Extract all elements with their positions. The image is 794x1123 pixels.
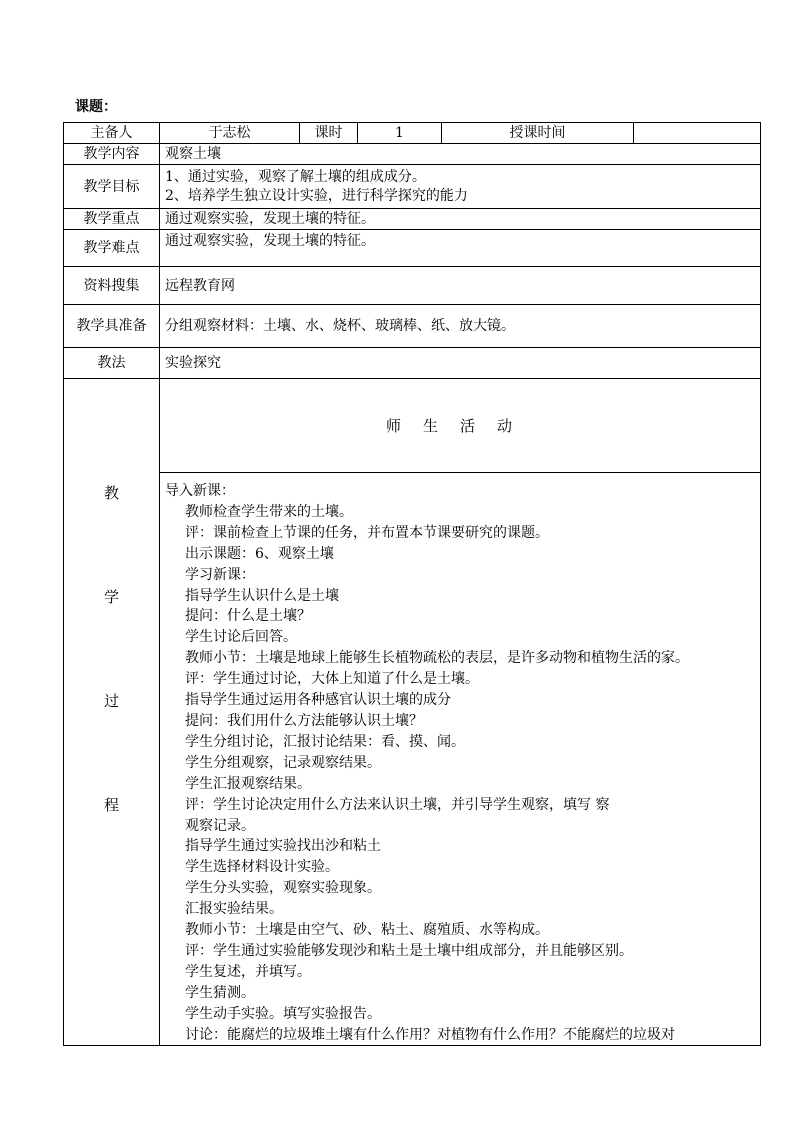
method-value: 实验探究	[160, 348, 761, 379]
process-line: 指导学生认识什么是土壤	[185, 587, 339, 604]
content-value: 观察土壤	[160, 144, 761, 165]
difficulty-label: 教学难点	[64, 230, 160, 267]
process-line: 学生汇报观察结果。	[185, 775, 311, 792]
process-line: 观察记录。	[185, 817, 255, 834]
process-line: 出示课题：6、观察土壤	[185, 545, 334, 562]
goals-label: 教学目标	[64, 165, 160, 209]
process-line: 学生选择材料设计实验。	[185, 859, 339, 876]
process-line: 学生分组观察，记录观察结果。	[185, 754, 381, 771]
periods-label: 课时	[300, 123, 358, 144]
process-line: 评：课前检查上节课的任务，并布置本节课要研究的课题。	[185, 524, 549, 541]
preparer-name: 于志松	[160, 123, 300, 144]
process-line: 学生猜测。	[185, 984, 255, 1001]
method-row	[64, 348, 761, 379]
key-label: 教学重点	[64, 209, 160, 230]
goal-item-2: 2、培养学生独立设计实验，进行科学探究的能力	[165, 187, 468, 204]
process-line: 评：学生通过实验能够发现沙和粘土是土壤中组成部分，并且能够区别。	[185, 942, 633, 959]
process-line: 学生复述，并填写。	[185, 963, 311, 980]
key-value: 通过观察实验，发现土壤的特征。	[160, 209, 761, 230]
process-line: 教师小节：土壤是地球上能够生长植物疏松的表层，是许多动物和植物生活的家。	[185, 650, 689, 667]
page-title: 课题：	[75, 99, 117, 115]
process-char-4: 程	[103, 796, 119, 814]
process-line: 导入新课：	[165, 483, 235, 499]
process-content	[160, 473, 761, 1046]
resources-label: 资料搜集	[64, 267, 160, 305]
process-line: 讨论：能腐烂的垃圾堆土壤有什么作用？对植物有什么作用？不能腐烂的垃圾对	[185, 1026, 675, 1043]
process-line: 学生动手实验。填写实验报告。	[185, 1005, 381, 1022]
content-row	[64, 144, 761, 165]
process-char-1: 教	[103, 484, 119, 502]
periods-value: 1	[358, 123, 442, 144]
difficulty-value: 通过观察实验，发现土壤的特征。	[160, 230, 761, 267]
process-line: 指导学生通过运用各种感官认识土壤的成分	[185, 692, 451, 709]
tools-row	[64, 305, 761, 348]
process-side-label	[64, 379, 160, 1046]
process-line: 教师检查学生带来的土壤。	[185, 503, 353, 520]
process-line: 教师小节：土壤是由空气、砂、粘土、腐殖质、水等构成。	[185, 922, 549, 939]
process-line: 汇报实验结果。	[185, 901, 283, 918]
process-line: 指导学生通过实验找出沙和粘土	[185, 838, 381, 855]
lesson-plan-table	[63, 122, 761, 1046]
process-line: 评：学生讨论决定用什么方法来认识土壤，并引导学生观察，填写 察	[185, 796, 610, 813]
goals-value	[160, 165, 761, 209]
tools-value: 分组观察材料：土壤、水、烧杯、玻璃棒、纸、放大镜。	[160, 305, 761, 348]
resources-row	[64, 267, 761, 305]
content-label: 教学内容	[64, 144, 160, 165]
process-char-2: 学	[103, 588, 119, 606]
process-line: 提问：什么是土壤？	[185, 608, 311, 625]
preparer-label: 主备人	[64, 123, 160, 144]
header-row	[64, 123, 761, 144]
resources-value: 远程教育网	[160, 267, 761, 305]
process-line: 学习新课：	[185, 566, 255, 583]
activity-header-row	[64, 379, 761, 473]
goals-row	[64, 165, 761, 209]
date-value	[634, 123, 761, 144]
goal-item-1: 1、通过实验，观察了解土壤的组成成分。	[165, 168, 426, 185]
difficulty-row	[64, 230, 761, 267]
process-line: 提问：我们用什么方法能够认识土壤？	[185, 712, 423, 729]
process-line: 学生分组讨论，汇报讨论结果：看、摸、闻。	[185, 733, 465, 750]
process-line: 评：学生通过讨论，大体上知道了什么是土壤。	[185, 671, 479, 688]
date-label: 授课时间	[442, 123, 634, 144]
activity-header: 师生活动	[160, 379, 761, 473]
method-label: 教法	[64, 348, 160, 379]
key-row	[64, 209, 761, 230]
process-row	[64, 473, 761, 1046]
process-char-3: 过	[103, 692, 119, 710]
tools-label: 教学具准备	[64, 305, 160, 348]
process-line: 学生分头实验，观察实验现象。	[185, 880, 381, 897]
process-line: 学生讨论后回答。	[185, 629, 297, 646]
